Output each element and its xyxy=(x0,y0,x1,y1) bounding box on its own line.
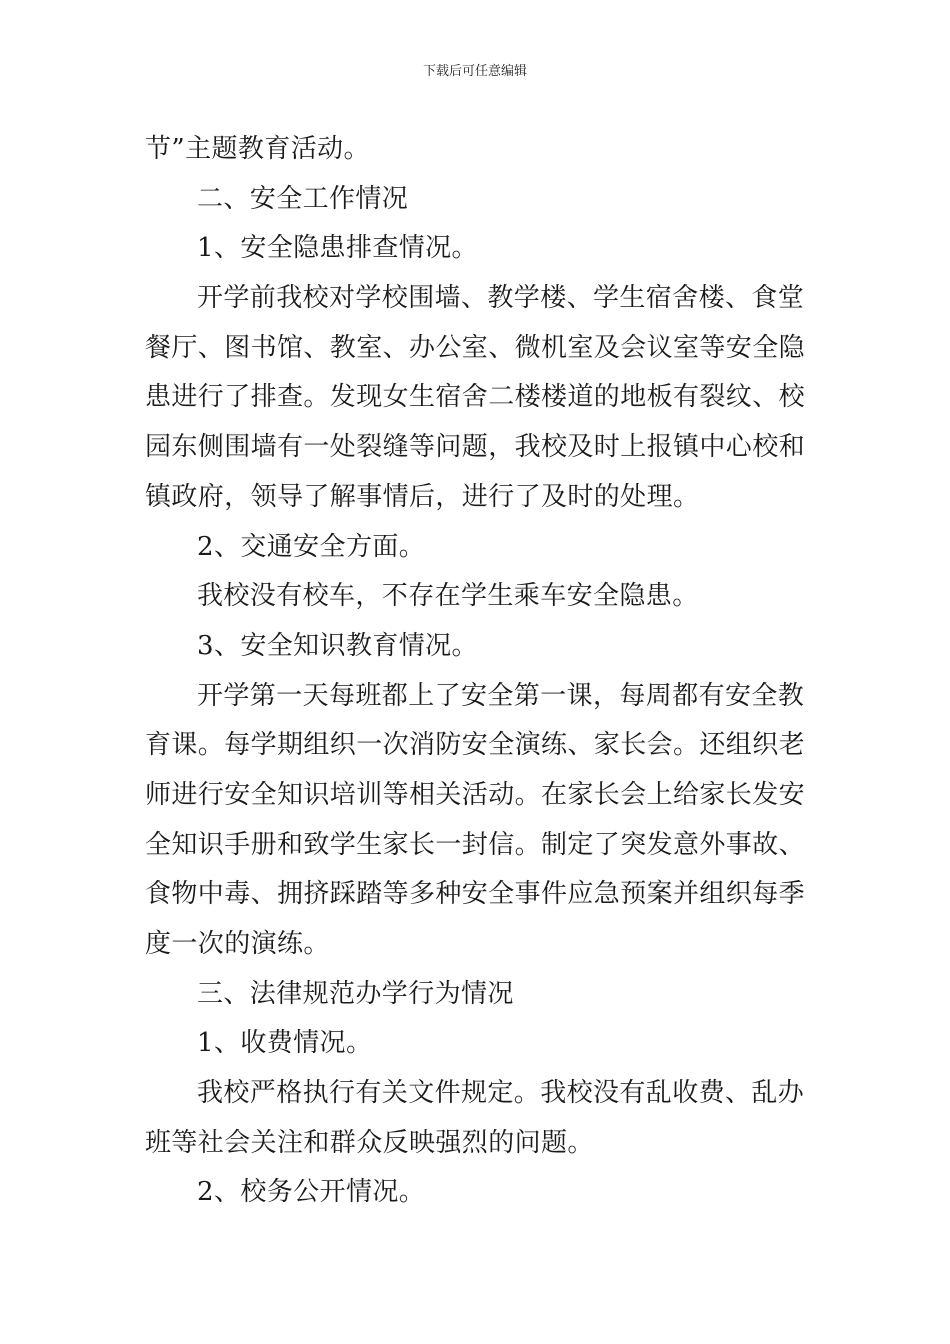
text-line: 园东侧围墙有一处裂缝等问题，我校及时上报镇中心校和 xyxy=(145,432,806,463)
text-line: 开学第一天每班都上了安全第一课，每周都有安全教 xyxy=(197,680,805,711)
page-header-note: 下载后可任意编辑 xyxy=(422,64,527,79)
text-line: 2、校务公开情况。 xyxy=(197,1177,426,1208)
text-line: 三、法律规范办学行为情况 xyxy=(197,978,514,1009)
text-line: 度一次的演练。 xyxy=(145,929,330,959)
text-line: 1、收费情况。 xyxy=(197,1028,373,1059)
text-line: 餐厅、图书馆、教室、办公室、微机室及会议室等安全隐 xyxy=(145,332,806,363)
text-line: 开学前我校对学校围墙、教学楼、学生宿舍楼、食堂 xyxy=(197,283,805,314)
text-line: 食物中毒、拥挤踩踏等多种安全事件应急预案并组织每季 xyxy=(145,879,806,910)
text-line: 节”主题教育活动。 xyxy=(145,134,370,164)
text-line: 全知识手册和致学生家长一封信。制定了突发意外事故、 xyxy=(145,829,806,860)
text-line: 镇政府，领导了解事情后，进行了及时的处理。 xyxy=(145,481,700,512)
text-line: 3、安全知识教育情况。 xyxy=(197,630,478,661)
text-line: 我校没有校车，不存在学生乘车安全隐患。 xyxy=(197,581,699,612)
text-line: 1、安全隐患排查情况。 xyxy=(197,233,478,264)
text-line: 患进行了排查。发现女生宿舍二楼楼道的地板有裂纹、校 xyxy=(145,382,806,413)
text-line: 育课。每学期组织一次消防安全演练、家长会。还组织老 xyxy=(145,730,806,761)
text-line: 2、交通安全方面。 xyxy=(197,531,426,562)
text-line: 二、安全工作情况 xyxy=(197,183,409,214)
document-body xyxy=(145,125,807,1218)
text-line: 师进行安全知识培训等相关活动。在家长会上给家长发安 xyxy=(145,779,806,810)
text-line: 我校严格执行有关文件规定。我校没有乱收费、乱办 xyxy=(197,1078,805,1109)
text-line: 班等社会关注和群众反映强烈的问题。 xyxy=(145,1127,594,1158)
